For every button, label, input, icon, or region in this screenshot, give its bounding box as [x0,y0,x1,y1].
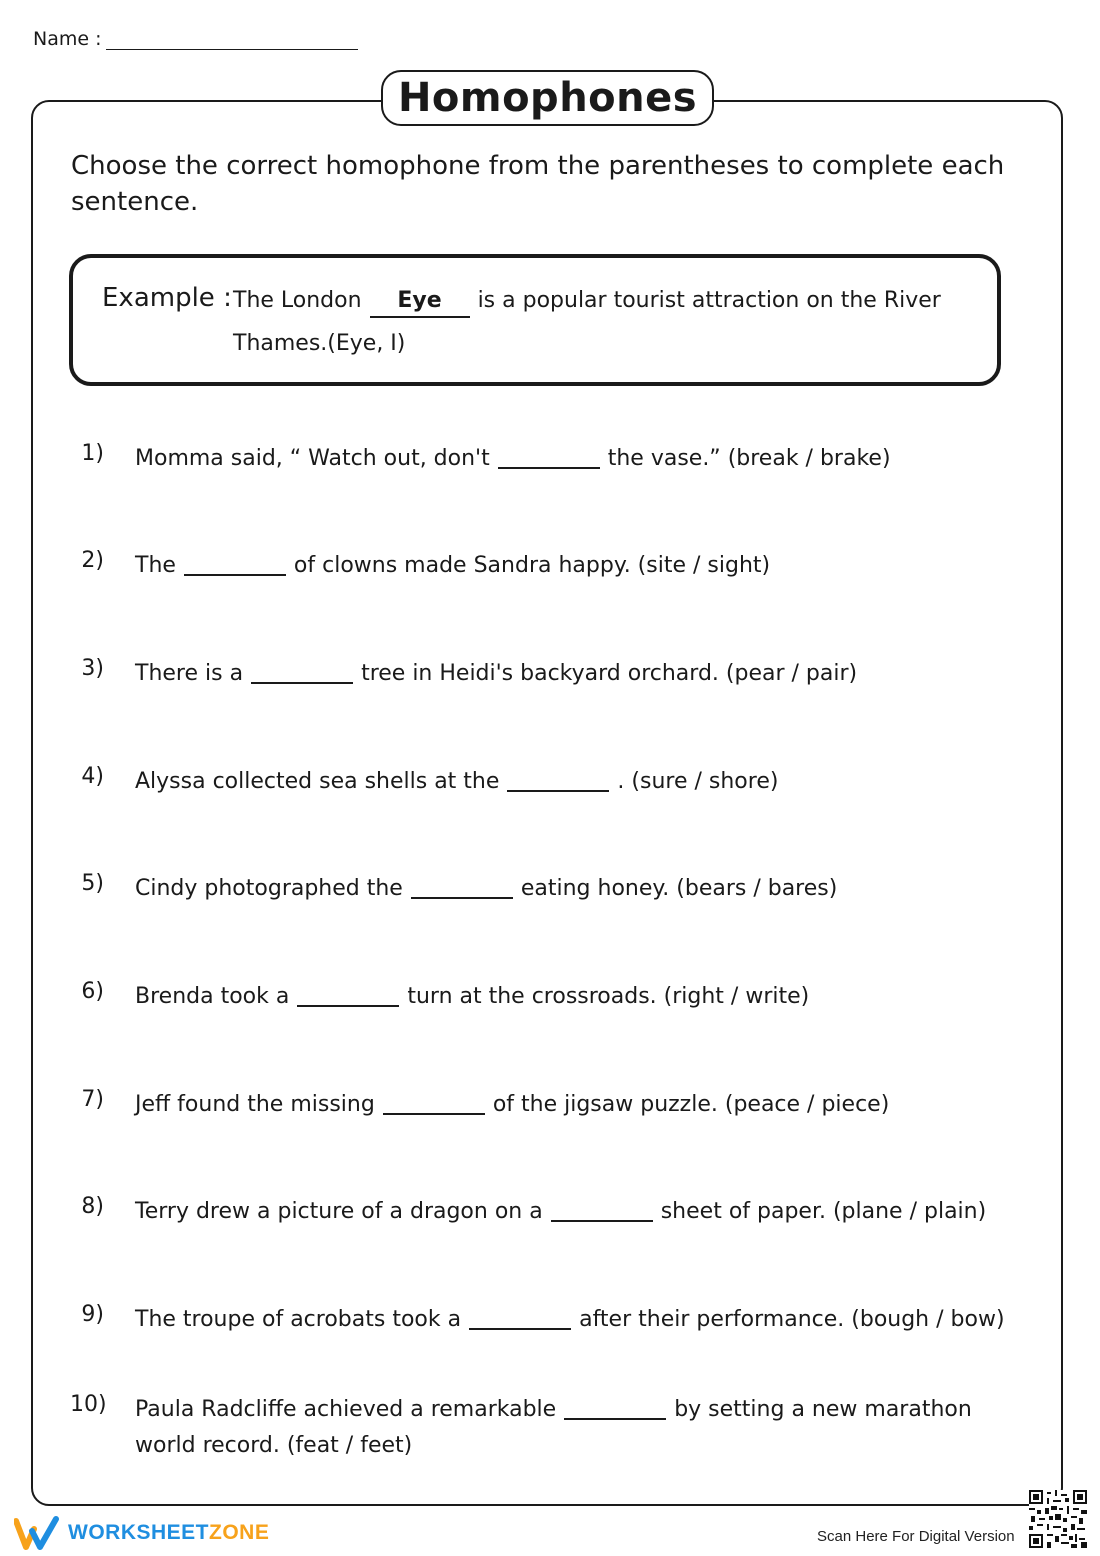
worksheetzone-logo-icon [14,1515,60,1551]
question-text [135,656,1025,692]
name-label: Name : [33,28,102,50]
example-box [69,254,1001,386]
question-before: Paula Radcliffe achieved a remarkable [135,1397,557,1422]
question-text [135,441,1025,477]
logo-word-worksheet: WORKSHEET [68,1521,209,1544]
question-number: 3) [81,656,104,681]
question-text [135,979,1025,1015]
question-before: The [135,553,176,578]
question-before: Alyssa collected sea shells at the [135,769,500,794]
question-text [135,1302,1025,1338]
page-title: Homophones [381,70,714,126]
answer-blank[interactable] [251,658,353,684]
name-blank-line[interactable] [106,27,358,50]
question-before: Cindy photographed the [135,876,403,901]
answer-blank[interactable] [297,981,399,1007]
question-text [135,871,1025,907]
answer-blank[interactable] [564,1394,666,1420]
question-text [135,1194,1025,1230]
answer-blank[interactable] [411,873,513,899]
example-after-text: is a popular tourist attraction on the River [477,288,941,313]
answer-blank[interactable] [551,1196,653,1222]
question-after: turn at the crossroads. (right / write) [407,984,810,1009]
question-before: The troupe of acrobats took a [135,1307,462,1332]
question-number: 10) [70,1392,107,1417]
logo-wordmark [68,1521,269,1545]
question-after: of clowns made Sandra happy. (site / sight) [293,553,771,578]
qr-code-icon[interactable] [1029,1490,1087,1548]
instructions-text: Choose the correct homophone from the parentheses to complete each sentence. [71,151,1005,217]
answer-blank[interactable] [383,1089,485,1115]
question-before: Brenda took a [135,984,290,1009]
answer-blank[interactable] [498,443,600,469]
example-sentence-line2: Thames.(Eye, I) [233,331,406,356]
answer-blank[interactable] [184,550,286,576]
question-text [135,1392,1025,1464]
example-answer: Eye [370,286,470,318]
question-after: sheet of paper. (plane / plain) [660,1199,987,1224]
worksheetzone-logo[interactable] [14,1515,269,1551]
question-number: 9) [81,1302,104,1327]
question-number: 6) [81,979,104,1004]
question-number: 1) [81,441,104,466]
question-number: 7) [81,1087,104,1112]
question-after: after their performance. (bough / bow) [579,1307,1005,1332]
question-before: Momma said, “ Watch out, don't [135,446,490,471]
question-before: Terry drew a picture of a dragon on a [135,1199,543,1224]
question-number: 4) [81,764,104,789]
scan-caption: Scan Here For Digital Version [817,1528,1015,1545]
question-before: There is a [135,661,244,686]
question-text [135,1087,1025,1123]
question-after: eating honey. (bears / bares) [520,876,838,901]
answer-blank[interactable] [469,1304,571,1330]
logo-word-zone: ZONE [209,1521,270,1544]
example-sentence-line1 [233,286,941,318]
example-label: Example : [102,283,232,313]
question-after: tree in Heidi's backyard orchard. (pear / pair) [361,661,858,686]
question-number: 8) [81,1194,104,1219]
answer-blank[interactable] [507,766,609,792]
question-number: 5) [81,871,104,896]
example-before-text: The London [233,288,362,313]
question-after: by setting a new marathon world record. (feat / feet) [135,1397,972,1458]
question-text [135,764,1025,800]
question-after: of the jigsaw puzzle. (peace / piece) [492,1092,890,1117]
question-after: the vase.” (break / brake) [607,446,891,471]
question-number: 2) [81,548,104,573]
question-before: Jeff found the missing [135,1092,375,1117]
question-after: . (sure / shore) [617,769,779,794]
question-text [135,548,1025,584]
name-field [33,27,358,50]
